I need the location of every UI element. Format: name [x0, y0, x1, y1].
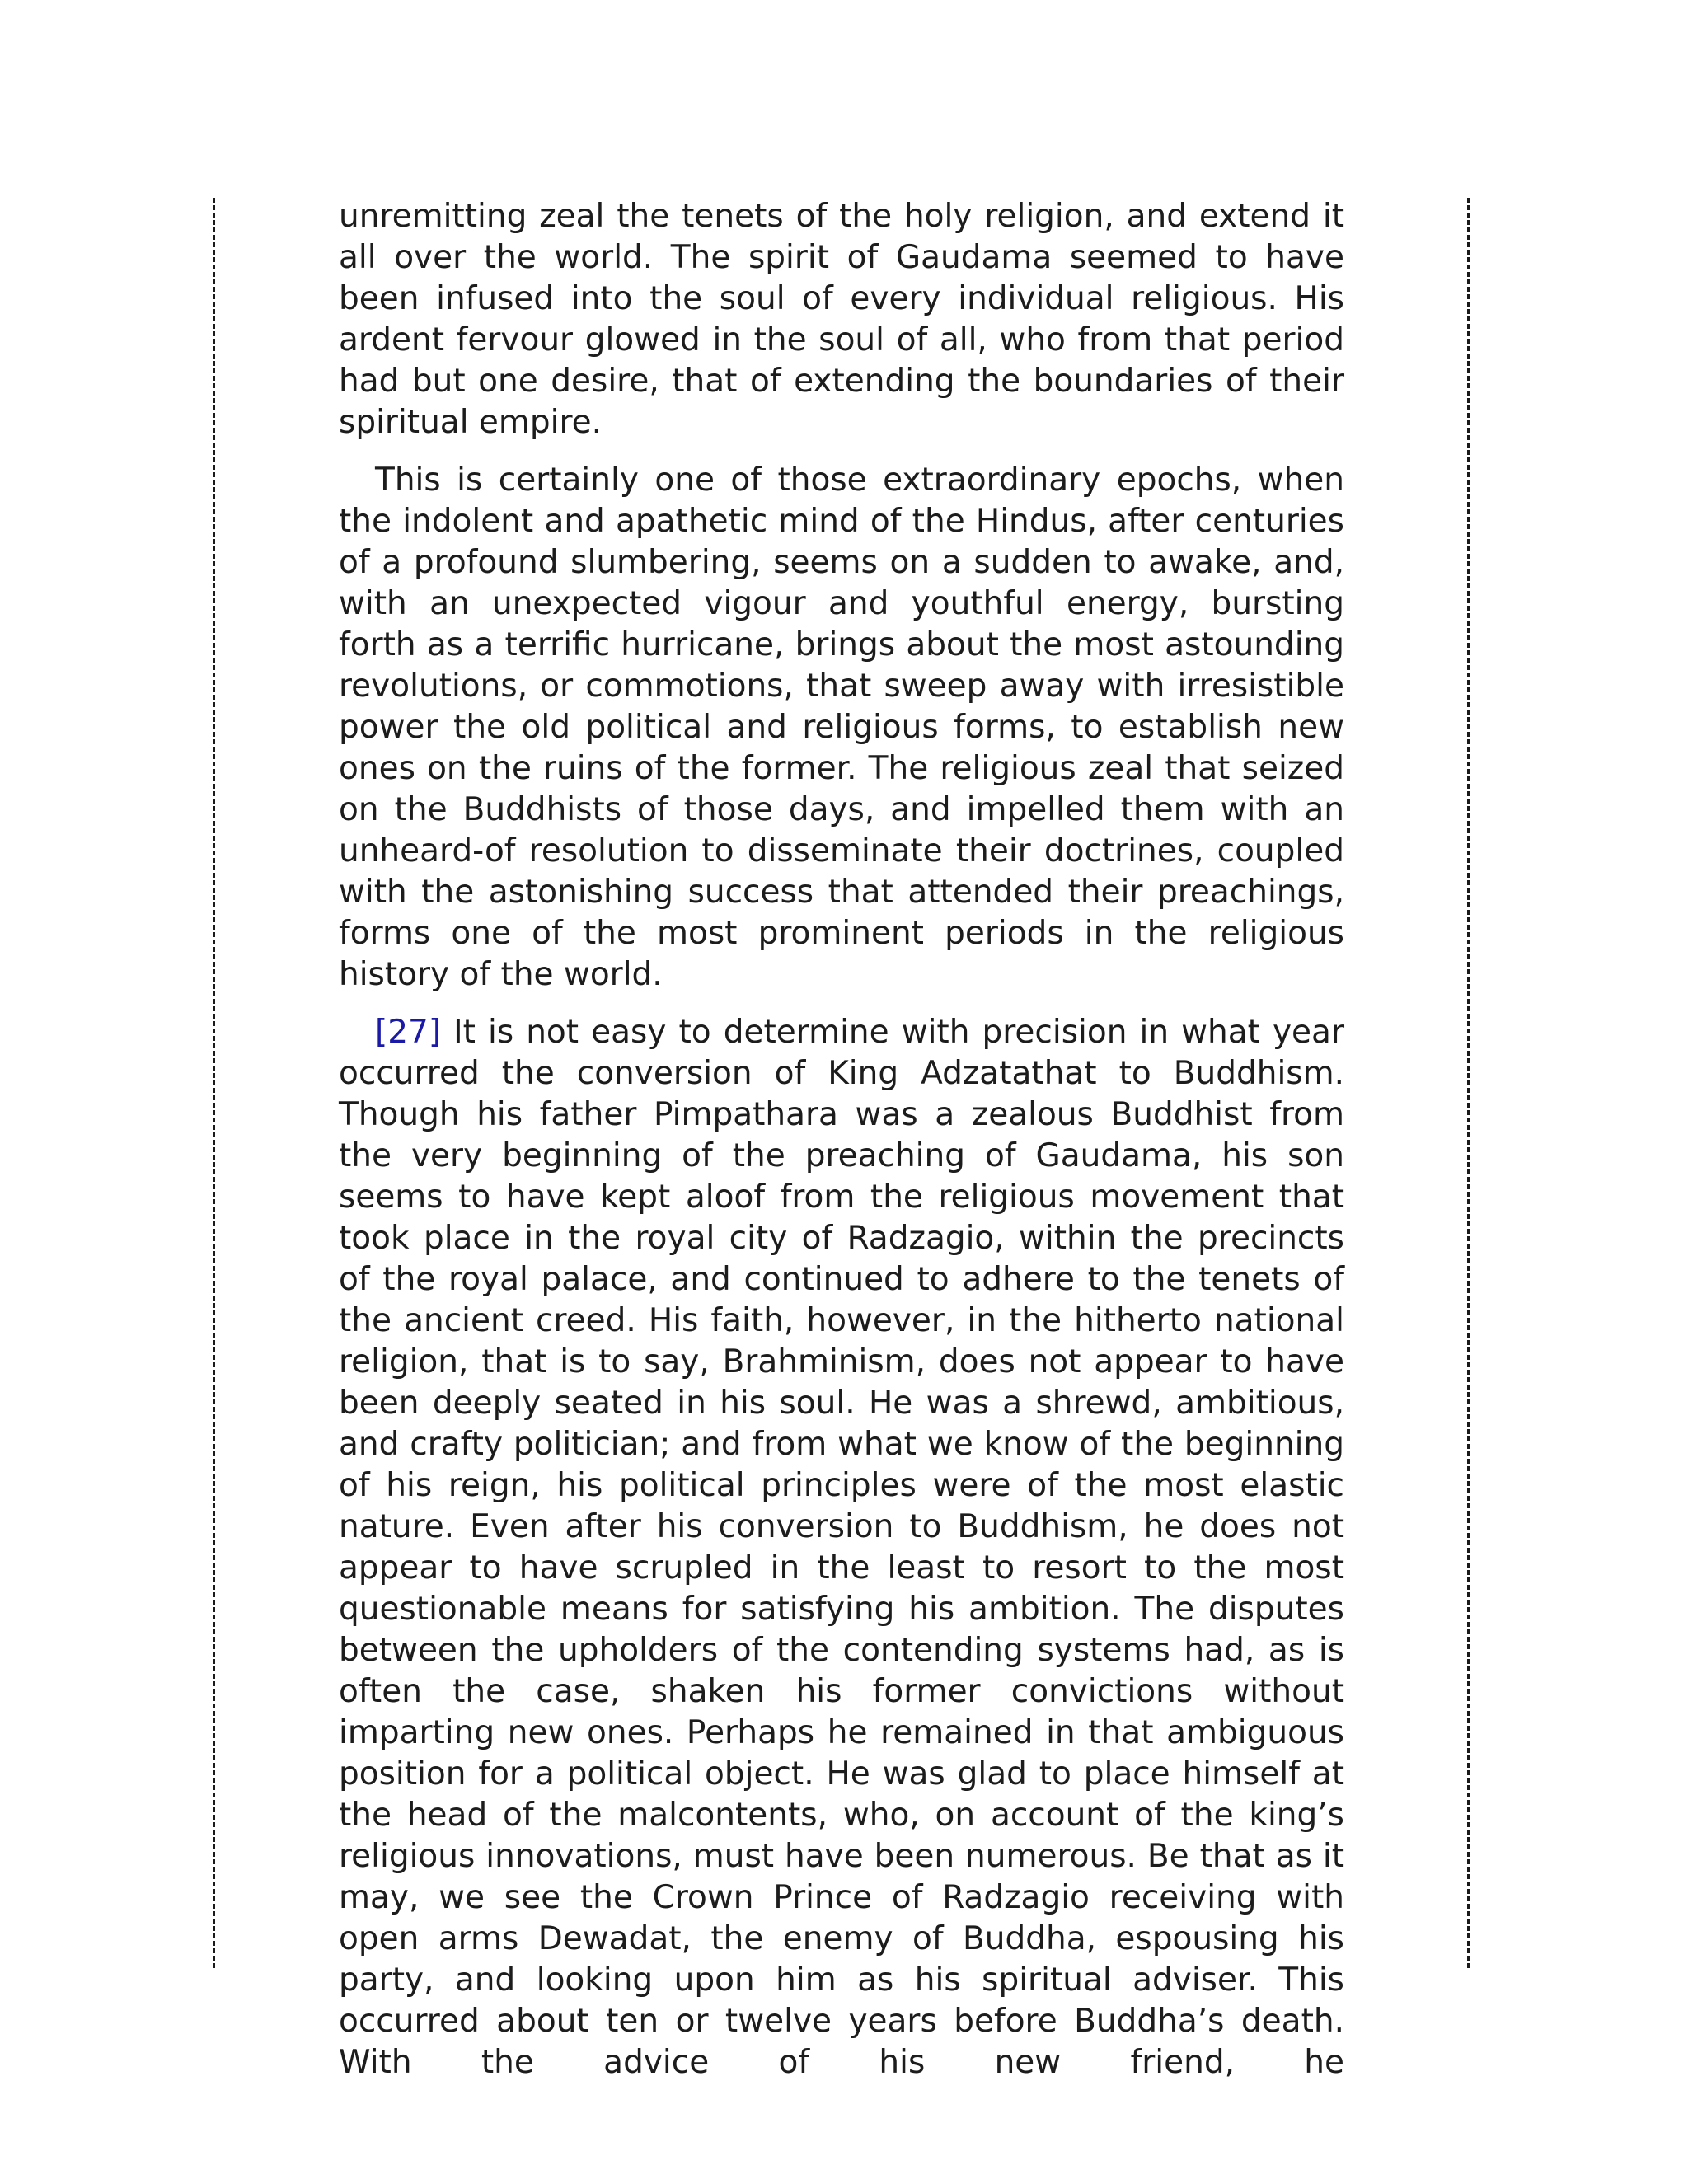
body-text — [339, 196, 1344, 2083]
page-number-link[interactable]: [27] — [375, 1014, 442, 1051]
paragraph — [339, 1012, 1344, 2083]
paragraph: unremitting zeal the tenets of the holy religion, and extend it all over the world. The spirit of Gaudama seemed to have been infused into the soul of every individual religious. His ardent fervour glowed in the soul of all, who from that period had but one desire, that of extending the boundaries of their spiritual empire. — [339, 198, 1344, 441]
paragraph: This is certainly one of those extraordinary epochs, when the indolent and apathetic mind of the Hindus, after centuries of a profound slumbering, seems on a sudden to awake, and, with an unexpected vigour and youthful energy, bursting forth as a terrific hurricane, brings about the most astounding revolutions, or commotions, that sweep away with irresistible power the old political and religious forms, to establish new ones on the ruins of the former. The religious zeal that seized on the Buddhists of those days, and impelled them with an unheard-of resolution to disseminate their doctrines, coupled with the astonishing success that attended their preachings, forms one of the most prominent periods in the religious history of the world. — [339, 462, 1344, 993]
right-margin-rule — [1467, 198, 1470, 1968]
left-margin-rule — [213, 198, 215, 1968]
paragraph-text: It is not easy to determine with precision in what year occurred the conversion of King Adzatathat to Buddhism. Though his father Pimpathara was a zealous Buddhist from the very beginning of the preaching of Gaudama, his son seems to have kept aloof from the religious movement that took place in the royal city of Radzagio, within the precincts of the royal palace, and continued to adhere to the tenets of the ancient creed. His faith, however, in the hitherto national religion, that is to say, Brahminism, does not appear to have been deeply seated in his soul. He was a shrewd, ambitious, and crafty politician; and from what we know of the beginning of his reign, his political principles were of the most elastic nature. Even after his conversion to Buddhism, he does not appear to have scrupled in the least to resort to the most questionable means for satisfying his ambition. The disputes between the upholders of the contending systems had, as is often the case, shaken his former convictions without imparting new ones. Perhaps he remained in that ambiguous position for a political object. He was glad to place himself at the head of the malcontents, who, on account of the king’s religious innovations, must have been numerous. Be that as it may, we see the Crown Prince of Radzagio receiving with open arms Dewadat, the enemy of Buddha, espousing his party, and looking upon him as his spiritual adviser. This occurred about ten or twelve years before Buddha’s death. With the advice of his new friend, he — [339, 1014, 1344, 2081]
